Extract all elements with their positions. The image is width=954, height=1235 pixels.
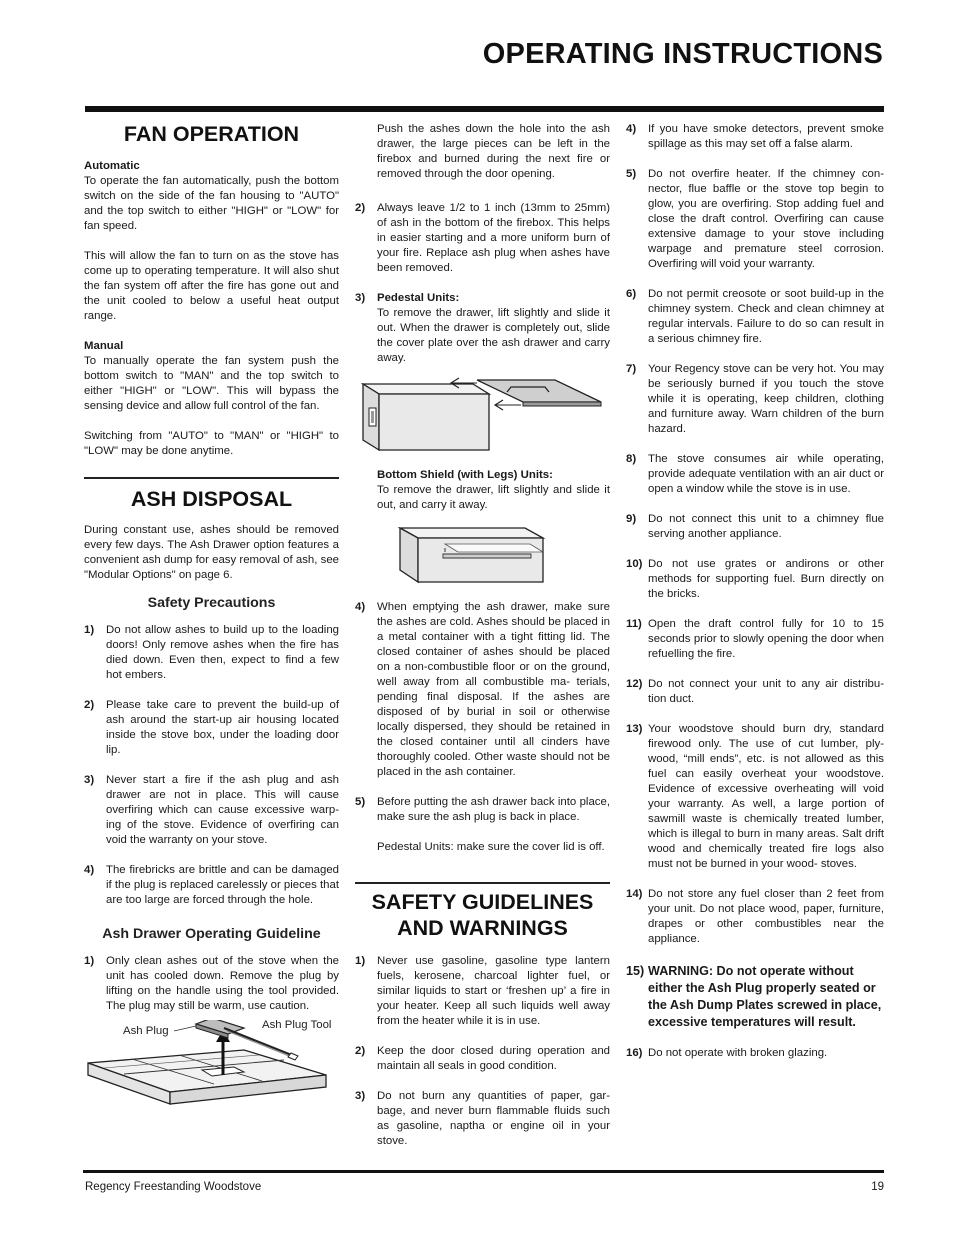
item-text: Open the draft control fully for 10 to 15 seconds prior to slowly opening the door when refuelling the fire. [648, 618, 884, 660]
drawer-guideline-item [355, 795, 610, 855]
item-number: 5) [626, 168, 637, 180]
safety-guideline-item [355, 1089, 610, 1149]
item-number: 4) [626, 123, 637, 135]
item-text: Please take care to prevent the build-up of ash around the start-up air housing located inside the stove box, under the loading door lip. [106, 699, 339, 756]
item-number: 13) [626, 723, 643, 735]
manual-paragraph-1: To manually operate the fan system push the bottom switch to "MAN" and the top switch to either "HIGH" or "LOW". This will bypass the sensing device and allow full control of the fan. [84, 355, 339, 412]
item-text: Do not connect this unit to a chimney flue serving another appliance. [648, 513, 884, 540]
item-number: 12) [626, 678, 643, 690]
item-text: Do not store any fuel closer than 2 feet from your unit. Do not place wood, paper, furniture, drapes or other combustibles near the appliance. [648, 888, 884, 945]
item-text: Do not allow ashes to build up to the loading doors! Only remove ashes when the fire has died down. Even then, expect to find a few hot embers. [106, 624, 339, 681]
item-text: The stove consumes air while operating, provide adequate ventilation with an air duct or open a window while the stove is in use. [648, 453, 884, 495]
drawer-guideline-item [84, 954, 339, 1014]
pedestal-units-text: To remove the drawer, lift slightly and slide it out. When the drawer is completely out, slide the cover plate over the ash drawer and carry away. [377, 307, 610, 364]
safety-guideline-item [626, 452, 884, 497]
pedestal-units-note: Pedestal Units: make sure the cover lid is off. [377, 841, 605, 853]
drawer-continued-text: Push the ashes down the hole into the ash drawer, the large pieces can be left in the firebox and burned during the next fire or removed through the door opening. [377, 123, 610, 180]
item-number: 3) [355, 292, 366, 304]
item-text: Do not use grates or andirons or other methods for supporting fuel. Burn directly on the bricks. [648, 558, 884, 600]
item-text: Before putting the ash drawer back into place, make sure the ash plug is back in place. [377, 796, 610, 823]
safety-guideline-item [626, 722, 884, 872]
safety-precaution-item [84, 863, 339, 908]
safety-guidelines-heading [355, 889, 610, 941]
top-rule [85, 106, 884, 112]
item-number: 2) [355, 1045, 366, 1057]
item-text: Your woodstove should burn dry, standard firewood only. The use of cut lumber, ply- wood, “mill ends”, etc. is not allowed as this fuel can easily overheat your woodstove. Evidence of excessive overheating will void your warranty. As well, a large portion of sawmill waste is chemically treated lumber, which is illegal to burn in many areas. Salt drift wood and chemically treated fire logs also must not be burned in your wood- stoves. [648, 723, 884, 870]
column-1 [84, 122, 339, 1120]
item-number: 14) [626, 888, 643, 900]
item-text: Your Regency stove can be very hot. You may be seriously burned if you touch the stove while it is operating, keep children, clothing and furniture away. Warn children of the burn hazard. [648, 363, 884, 435]
safety-precaution-item [84, 698, 339, 758]
item-text: When emptying the ash drawer, make sure the ashes are cold. Ashes should be placed in a metal container with a tight fitting lid. The closed container of ashes should be placed on a non-combustible floor or on the ground, well away from all combustible ma- terials, pending final disposal. If the ashes are disposed of by burial in soil or otherwise locally dispersed, they should be retained in the closed container until all cinders have thoroughly cooled. Other waste should not be placed in the ash container. [377, 601, 610, 778]
item-number: 1) [355, 955, 366, 967]
automatic-paragraph-1: To operate the fan automatically, push the bottom switch on the side of the fan housing to "AUTO" and the top switch to either "HIGH" or "LOW" for fan speed. [84, 175, 339, 232]
drawer-guideline-item [355, 600, 610, 780]
ash-plug-label: Ash Plug [123, 1025, 169, 1037]
item-text: Do not permit creosote or soot build-up in the chimney system. Check and clean chimney at regular intervals. Failure to do so can result in a serious chimney fire. [648, 288, 884, 345]
item-number: 11) [626, 618, 642, 630]
manual-label: Manual [84, 340, 124, 352]
safety-guideline-item [626, 1046, 884, 1061]
item-number: 4) [84, 864, 95, 876]
item-number: 16) [626, 1047, 643, 1059]
item-text: Never use gasoline, gasoline type lantern fuels, kerosene, charcoal lighter fuel, or similar liquids to start or ‘freshen up’ a fire in your heater. Keep all such liquids well away from the heater while it is in use. [377, 955, 610, 1027]
fan-operation-heading: FAN OPERATION [123, 122, 300, 146]
safety-guideline-item [355, 954, 610, 1029]
safety-guideline-item [626, 617, 884, 662]
drawer-guideline-item [355, 291, 610, 366]
safety-guideline-item [626, 362, 884, 437]
safety-precautions-heading: Safety Precautions [147, 595, 276, 611]
ash-drawer-guideline-heading: Ash Drawer Operating Guideline [102, 926, 321, 942]
safety-heading-line-1: SAFETY GUIDELINES [371, 890, 594, 914]
page-number: 19 [871, 1181, 884, 1193]
safety-guideline-item [626, 557, 884, 602]
item-text: The firebricks are brittle and can be damaged if the plug is replaced carelessly or pieces that are too large are forced through the hole. [106, 864, 339, 906]
pedestal-units-label: Pedestal Units: [377, 292, 460, 304]
item-text: Do not connect your unit to any air distribu- tion duct. [648, 678, 884, 705]
item-number: 5) [355, 796, 366, 808]
safety-guideline-item [355, 1044, 610, 1074]
item-text: Do not operate with broken glazing. [648, 1047, 828, 1059]
safety-precaution-item [84, 773, 339, 848]
item-number: 2) [355, 202, 366, 214]
safety-guideline-item [626, 887, 884, 947]
manual-paragraph-2: Switching from "AUTO" to "MAN" or "HIGH" to "LOW" may be done anytime. [84, 430, 339, 457]
item-number: 6) [626, 288, 637, 300]
warning-text: WARNING: Do not operate without either the Ash Plug properly seated or the Ash Dump Plates screwed in place, excessive temperatures will result. [648, 964, 882, 1029]
item-text: Do not burn any quantities of paper, gar- bage, and never burn flammable fluids such as gasoline, naptha or engine oil in your stove. [377, 1090, 610, 1147]
item-number: 2) [84, 699, 95, 711]
ash-disposal-intro: During constant use, ashes should be removed every few days. The Ash Drawer option features a convenient ash dump for easy removal of ash, see "Modular Options" on page 6. [84, 524, 339, 581]
item-number: 10) [626, 558, 643, 570]
safety-precaution-item [84, 623, 339, 683]
automatic-label: Automatic [84, 160, 140, 172]
item-number: 9) [626, 513, 637, 525]
item-text: Keep the door closed during operation and maintain all seals in good condition. [377, 1045, 610, 1072]
item-text: Only clean ashes out of the stove when the unit has cooled down. Remove the plug by lifting on the handle using the tool provided. The plug may still be warm, use caution. [106, 955, 339, 1012]
item-text: If you have smoke detectors, prevent smoke spillage as this may set off a false alarm. [648, 123, 884, 150]
pedestal-drawer-illustration [355, 372, 610, 457]
bottom-shield-text: To remove the drawer, lift slightly and slide it out, and carry it away. [377, 484, 610, 511]
bottom-shield-drawer-illustration [355, 524, 610, 586]
item-number: 7) [626, 363, 637, 375]
column-2 [355, 122, 610, 1149]
column-3 [626, 122, 884, 1061]
item-number: 1) [84, 955, 95, 967]
item-number: 8) [626, 453, 637, 465]
safety-guideline-item [626, 122, 884, 152]
item-number: 3) [355, 1090, 366, 1102]
item-text: Never start a fire if the ash plug and ash drawer are not in place. This will cause overfiring which can cause excessive warp- ing of the stove. Evidence of overfiring can void the warranty on your stove. [106, 774, 339, 846]
bottom-shield-label: Bottom Shield (with Legs) Units: [377, 469, 553, 481]
item-number: 4) [355, 601, 366, 613]
ash-plug-tool-label: Ash Plug Tool [262, 1020, 332, 1031]
safety-guideline-item [626, 677, 884, 707]
ash-plug-illustration [84, 1020, 339, 1120]
safety-heading-line-2: AND WARNINGS [397, 916, 568, 940]
automatic-paragraph-2: This will allow the fan to turn on as the stove has come up to operating temperature. It will also shut the fan system off after the fire has gone out and the unit cooled to below a useful heat output range. [84, 250, 339, 322]
item-text: Do not overfire heater. If the chimney con- nector, flue baffle or the stove top begin to glow, you are overfiring. Stop adding fuel and close the draft control. Overfiring can cause extensive damage to your stove including warpage and premature steel corrosion. Overfiring will void your warranty. [648, 168, 884, 270]
item-number: 15) [626, 964, 645, 978]
item-number: 1) [84, 624, 95, 636]
drawer-guideline-item [355, 201, 610, 276]
safety-warning-item [626, 963, 884, 1031]
safety-guideline-item [626, 167, 884, 272]
ash-disposal-heading: ASH DISPOSAL [130, 487, 293, 511]
safety-guideline-item [626, 512, 884, 542]
item-text: Always leave 1/2 to 1 inch (13mm to 25mm) of ash in the bottom of the firebox. This helps in easier starting and a more uniform burn of your fire. Replace ash plug when ashes have been removed. [377, 202, 610, 274]
item-number: 3) [84, 774, 95, 786]
page-title: OPERATING INSTRUCTIONS [482, 38, 883, 70]
footer-product-name: Regency Freestanding Woodstove [85, 1181, 262, 1193]
bottom-rule [83, 1170, 884, 1173]
safety-guideline-item [626, 287, 884, 347]
